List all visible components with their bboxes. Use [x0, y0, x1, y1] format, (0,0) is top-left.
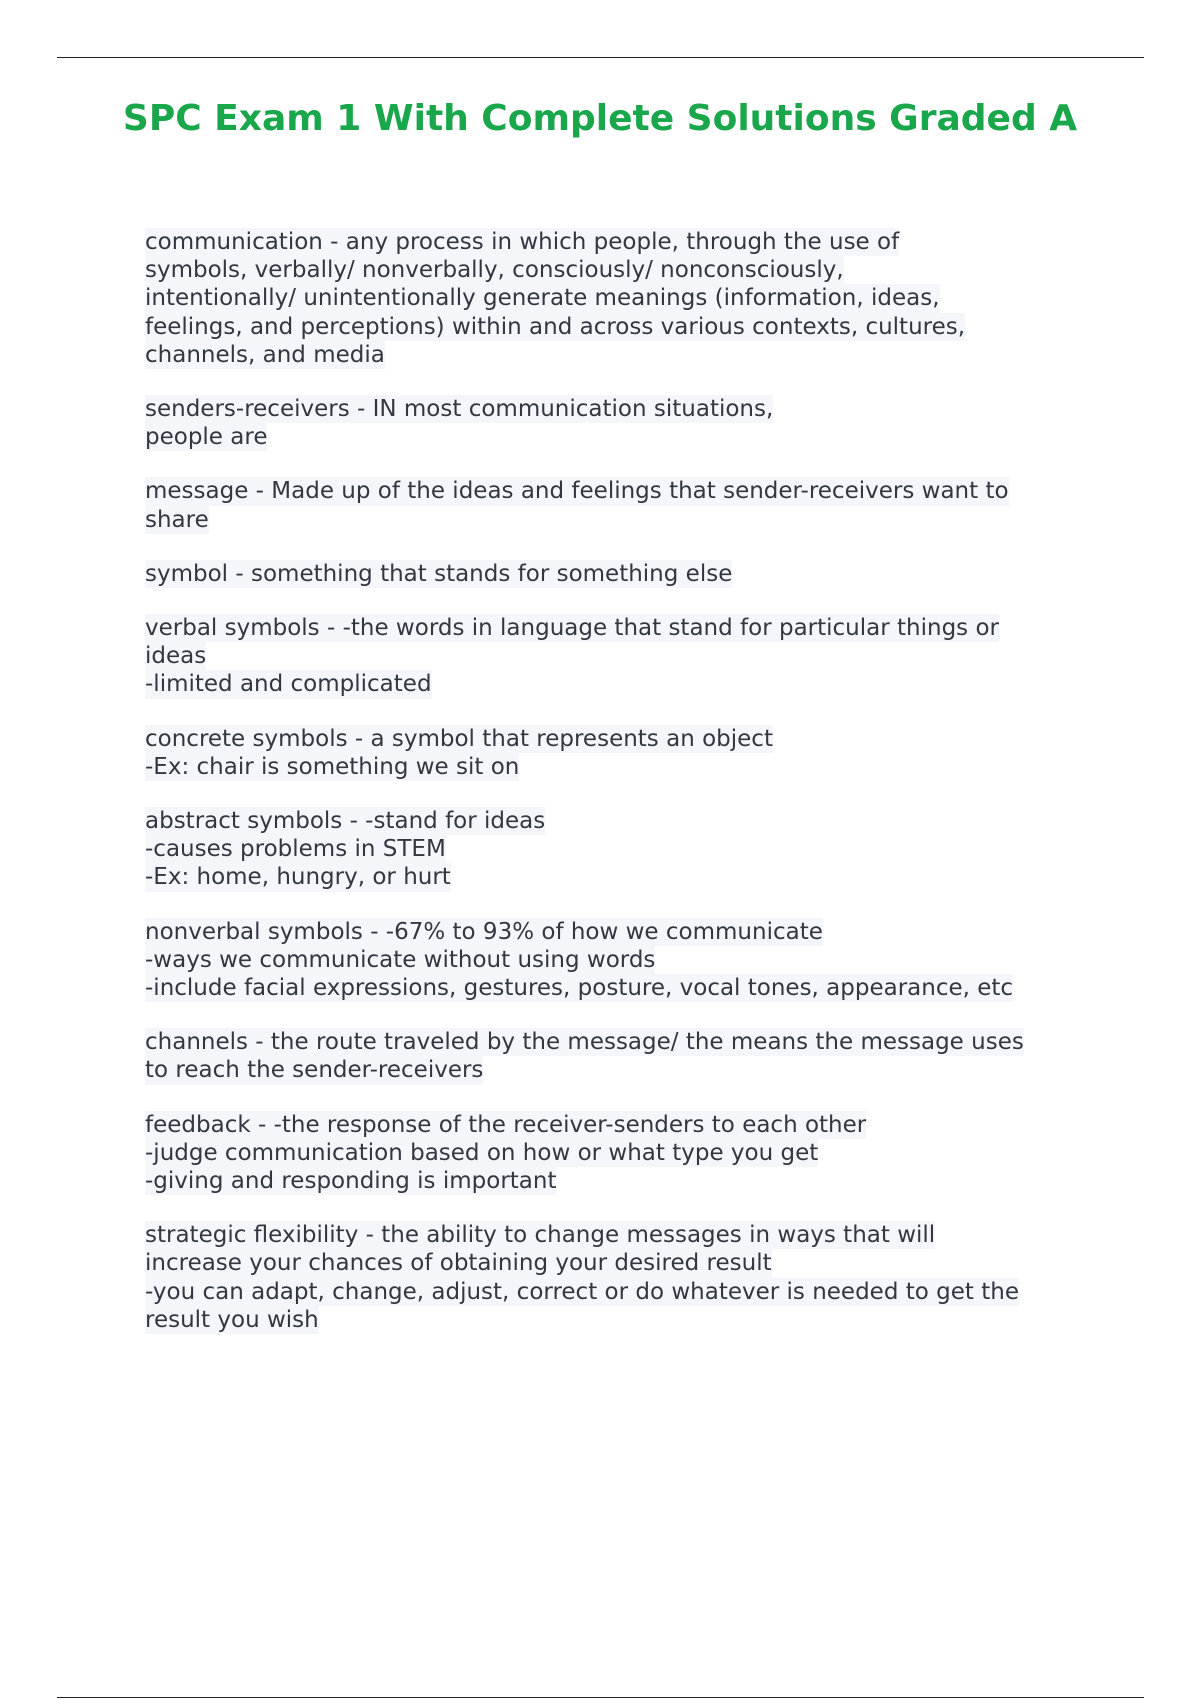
- entry-line: -giving and responding is important: [145, 1168, 557, 1195]
- entry-line: concrete symbols - a symbol that represents an object: [145, 725, 773, 752]
- entry-line: message - Made up of the ideas and feelings that sender-receivers want to: [145, 478, 1009, 505]
- bottom-rule: [57, 1697, 1144, 1698]
- entry-line: symbols, verbally/ nonverbally, consciously/ nonconsciously,: [145, 257, 844, 284]
- top-rule: [57, 57, 1144, 58]
- entry-line: -causes problems in STEM: [145, 836, 446, 863]
- entry-line: -limited and complicated: [145, 671, 432, 698]
- entry-line: abstract symbols - -stand for ideas: [145, 808, 546, 835]
- entry-line: channels - the route traveled by the message/ the means the message uses: [145, 1029, 1024, 1056]
- term-entry: [145, 1111, 1085, 1196]
- entry-line: strategic flexibility - the ability to change messages in ways that will: [145, 1222, 936, 1249]
- entry-line: intentionally/ unintentionally generate meanings (information, ideas,: [145, 285, 940, 312]
- entry-line: people are: [145, 424, 268, 451]
- entry-line: -Ex: home, hungry, or hurt: [145, 864, 451, 891]
- term-entry: [145, 807, 1085, 892]
- entry-line: -Ex: chair is something we sit on: [145, 753, 520, 780]
- entry-line: to reach the sender-receivers: [145, 1057, 484, 1084]
- term-entry: [145, 228, 1085, 369]
- term-entry: [145, 477, 1085, 533]
- entry-line: nonverbal symbols - -67% to 93% of how we communicate: [145, 918, 823, 945]
- term-entry: [145, 725, 1085, 781]
- entry-line: feedback - -the response of the receiver-senders to each other: [145, 1111, 867, 1138]
- entry-line: share: [145, 506, 209, 533]
- entry-line: symbol - something that stands for something else: [145, 560, 733, 587]
- entry-line: increase your chances of obtaining your desired result: [145, 1250, 772, 1277]
- entry-line: ideas: [145, 643, 207, 670]
- term-entry: [145, 1221, 1085, 1334]
- term-entry: [145, 918, 1085, 1003]
- entry-line: verbal symbols - -the words in language that stand for particular things or: [145, 615, 999, 642]
- term-entry: [145, 560, 1085, 588]
- term-list: [145, 228, 1085, 1360]
- entry-line: communication - any process in which people, through the use of: [145, 229, 900, 255]
- document-title: SPC Exam 1 With Complete Solutions Graded A: [122, 98, 1078, 139]
- entry-line: feelings, and perceptions) within and across various contexts, cultures,: [145, 313, 966, 340]
- entry-line: channels, and media: [145, 341, 385, 368]
- entry-line: -include facial expressions, gestures, posture, vocal tones, appearance, etc: [145, 975, 1014, 1002]
- entry-line: senders-receivers - IN most communication situations,: [145, 396, 774, 423]
- term-entry: [145, 1028, 1085, 1084]
- entry-line: -judge communication based on how or what type you get: [145, 1139, 819, 1166]
- entry-line: -you can adapt, change, adjust, correct or do whatever is needed to get the: [145, 1278, 1019, 1305]
- term-entry: [145, 395, 1085, 451]
- entry-line: result you wish: [145, 1306, 319, 1333]
- term-entry: [145, 614, 1085, 699]
- entry-line: -ways we communicate without using words: [145, 946, 656, 973]
